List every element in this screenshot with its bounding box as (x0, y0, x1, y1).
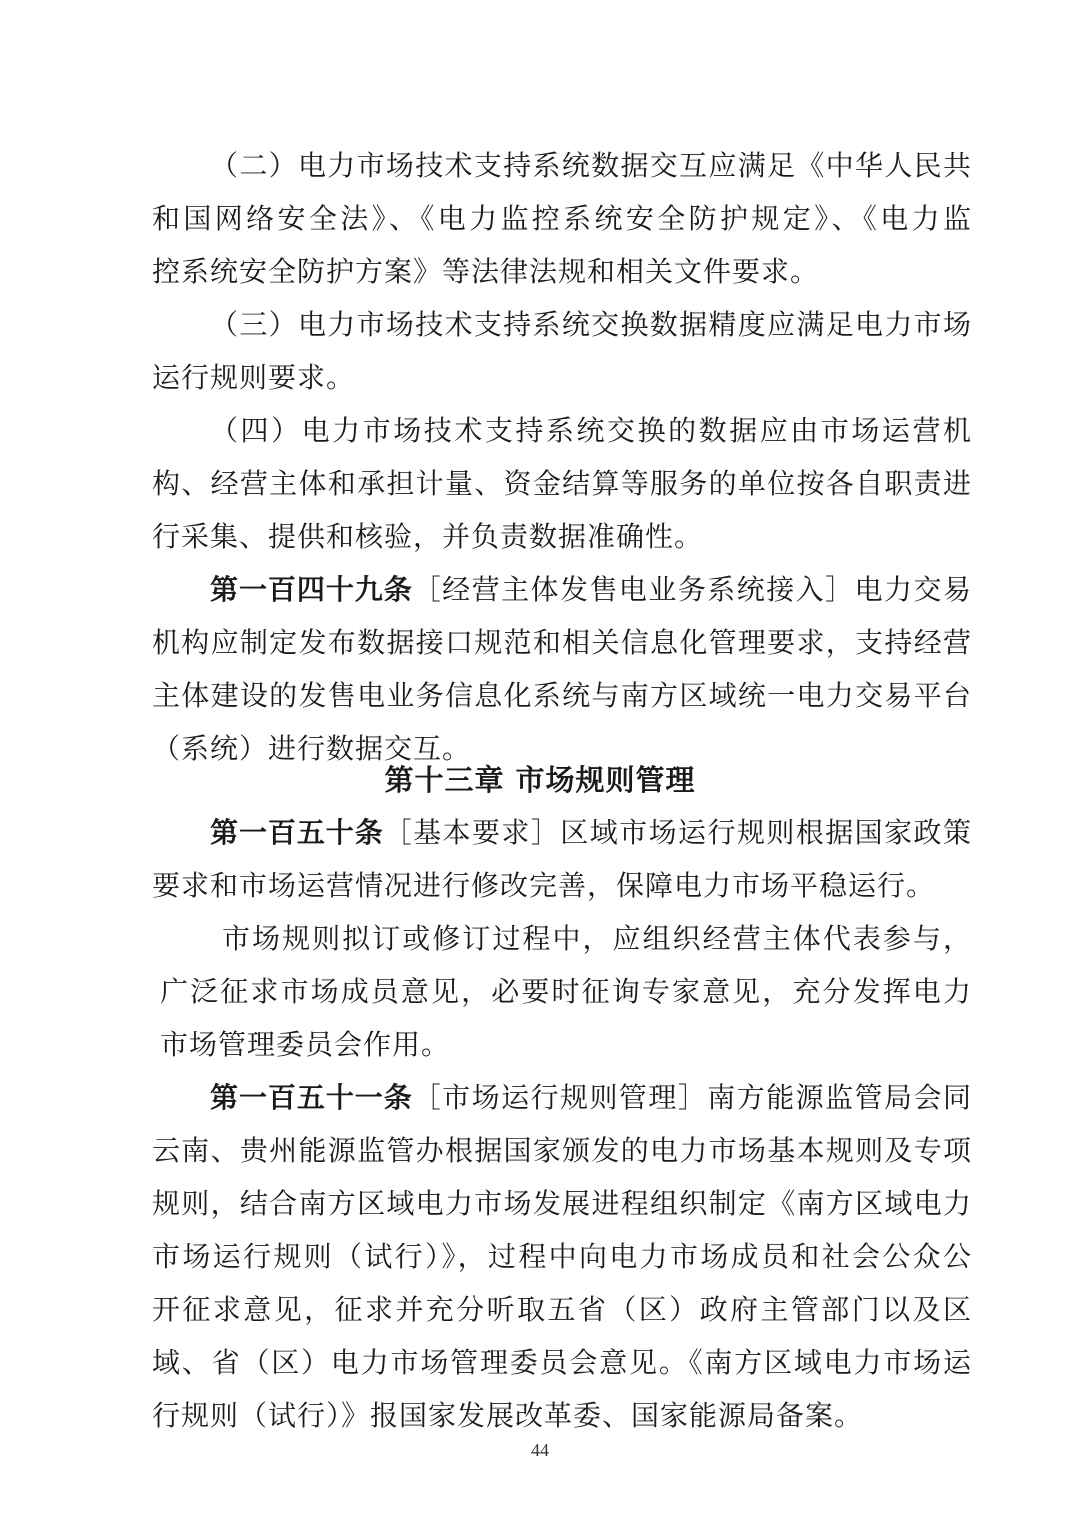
article-151-line-2: 云南、贵州能源监管办根据国家颁发的电力市场基本规则及专项 (152, 1134, 972, 1167)
article-150-line-1 (210, 807, 972, 859)
paragraph-4-line-2: 构、经营主体和承担计量、资金结算等服务的单位按各自职责进 (152, 467, 972, 500)
paragraph-2-line-2: 和国网络安全法》、《电力监控系统安全防护规定》、《电力监 (152, 202, 972, 235)
article-151-line-5: 开征求意见，征求并充分听取五省（区）政府主管部门以及区 (152, 1293, 972, 1326)
article-151-heading: 第一百五十一条 (210, 1081, 413, 1114)
article-149-line-4: （系统）进行数据交互。 (152, 732, 472, 765)
paragraph-3-line-2: 运行规则要求。 (152, 361, 356, 394)
paragraph-4-line-3: 行采集、提供和核验，并负责数据准确性。 (152, 520, 704, 553)
article-151-line-6: 域、省（区）电力市场管理委员会意见。《南方区域电力市场运 (152, 1346, 972, 1379)
paragraph-4-line-1: （四）电力市场技术支持系统交换的数据应由市场运营机 (210, 414, 972, 447)
article-149-heading: 第一百四十九条 (210, 573, 413, 606)
paragraph-2-line-3: 控系统安全防护方案》等法律法规和相关文件要求。 (152, 255, 820, 288)
article-150-line-1-text: ［基本要求］区域市场运行规则根据国家政策 (383, 816, 972, 849)
article-150-heading: 第一百五十条 (210, 816, 384, 849)
paragraph-3-line-1: （三）电力市场技术支持系统交换数据精度应满足电力市场 (210, 308, 972, 341)
page-number: 44 (531, 1440, 549, 1460)
article-151-line-1 (210, 1072, 972, 1124)
paragraph-2-line-1: （二）电力市场技术支持系统数据交互应满足《中华人民共 (210, 149, 972, 182)
article-149-line-1-text: ［经营主体发售电业务系统接入］电力交易 (412, 573, 972, 606)
article-151-line-4: 市场运行规则（试行）》，过程中向电力市场成员和社会公众公 (152, 1240, 972, 1273)
chapter-heading: 第十三章 市场规则管理 (384, 763, 696, 797)
article-149-line-3: 主体建设的发售电业务信息化系统与南方区域统一电力交易平台 (152, 679, 972, 712)
article-149-line-1 (210, 564, 972, 616)
article-151-line-7: 行规则（试行）》报国家发展改革委、国家能源局备案。 (152, 1399, 864, 1432)
article-150b-line-1: 市场规则拟订或修订过程中，应组织经营主体代表参与， (222, 922, 972, 955)
article-151-line-1-text: ［市场运行规则管理］南方能源监管局会同 (412, 1081, 972, 1114)
article-149-line-2: 机构应制定发布数据接口规范和相关信息化管理要求，支持经营 (152, 626, 972, 659)
article-150-line-2: 要求和市场运营情况进行修改完善，保障电力市场平稳运行。 (152, 869, 936, 902)
article-151-line-3: 规则，结合南方区域电力市场发展进程组织制定《南方区域电力 (152, 1187, 972, 1220)
article-150b-line-3: 市场管理委员会作用。 (160, 1028, 451, 1061)
article-150b-line-2: 广泛征求市场成员意见，必要时征询专家意见，充分发挥电力 (160, 975, 972, 1008)
